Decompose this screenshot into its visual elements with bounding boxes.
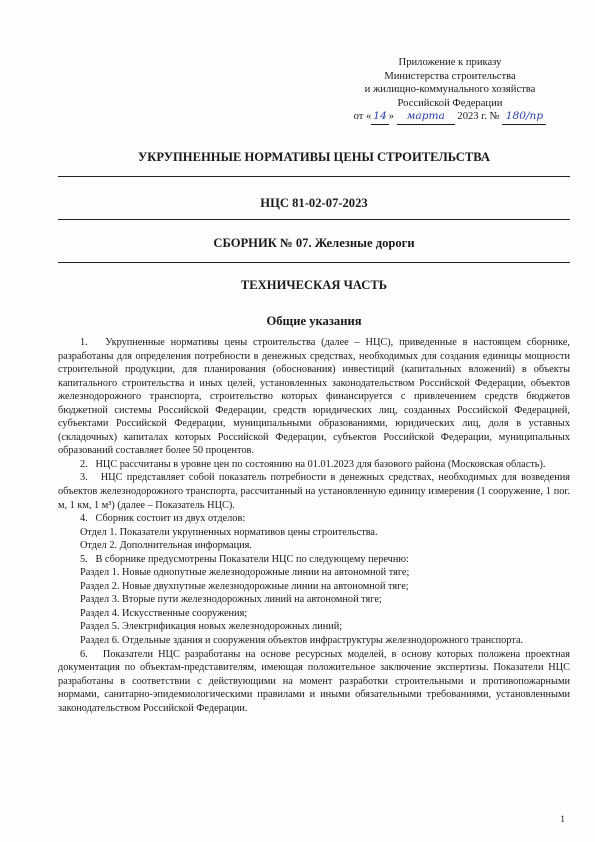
section-title: ТЕХНИЧЕСКАЯ ЧАСТЬ [240, 278, 388, 292]
paragraph: Раздел 4. Искусственные сооружения; [80, 607, 248, 619]
approval-date-line [330, 110, 570, 125]
date-year-text: 2023 г. № [457, 111, 500, 123]
subsection-title: Общие указания [266, 314, 362, 328]
paragraph: 3. НЦС представляет собой показатель потребности в денежных средствах, необходимых для возведения объектов железнодорожного транспорта, рассчитанный на установленную единицу измерения (1 сооружение, 1 пог. м, 1 км, 1 м³) (далее – Показатель НЦС). [58, 472, 570, 511]
handwritten-day: 14 [371, 110, 388, 125]
paragraph: 2. НЦС рассчитаны в уровне цен по состоянию на 01.01.2023 для базового района (Московская область). [80, 458, 546, 470]
approval-line-1: Приложение к приказу [398, 57, 502, 68]
approval-line-4: Российской Федерации [397, 97, 503, 109]
paragraph: Раздел 5. Электрификация новых железнодорожных линий; [80, 621, 343, 633]
page-number: 1 [560, 815, 565, 825]
collection-title: СБОРНИК № 07. Железные дороги [213, 236, 415, 250]
approval-block [330, 56, 570, 125]
date-prefix: от « [353, 111, 372, 123]
paragraph: Раздел 1. Новые однопутные железнодорожные линии на автономной тяге; [80, 567, 410, 579]
approval-line-3: и жилищно-коммунального хозяйства [364, 84, 536, 96]
divider-line [58, 176, 570, 177]
paragraph: 5. В сборнике предусмотрены Показатели НЦС по следующему перечню: [80, 553, 409, 565]
paragraph: Раздел 6. Отдельные здания и сооружения объектов инфраструктуры железнодорожного транспорта. [80, 635, 524, 647]
divider-line [58, 219, 570, 220]
document-code: НЦС 81-02-07-2023 [260, 196, 368, 210]
paragraph: Раздел 3. Вторые пути железнодорожных линий на автономной тяге; [80, 594, 382, 606]
handwritten-order-number: 180/пр [502, 110, 546, 125]
paragraph: Отдел 1. Показатели укрупненных нормативов цены строительства. [80, 526, 378, 538]
document-main-title: УКРУПНЕННЫЕ НОРМАТИВЫ ЦЕНЫ СТРОИТЕЛЬСТВА [138, 150, 490, 164]
paragraph: 4. Сборник состоит из двух отделов: [80, 513, 246, 525]
paragraph: 1. Укрупненные нормативы цены строительства (далее – НЦС), приведенные в настоящем сборнике, разработаны для определения потребности в денежных средствах, необходимых для создания единицы мощности строительной продукции, для планирования (обоснования) инвестиций (капитальных вложений) в объекты капитального строительства и иных целей, установленных законодательством Российской Федерации, объектов железнодорожного транспорта, строительство которых финансируется с привлечением средств бюджетов бюджетной системы Российской Федерации, средств юридических лиц, созданных Российской Федерацией, субъектами Российской Федерации, муниципальными образованиями, юридических лиц, доля в уставных (складочных) капиталах которых Российской Федерации, субъектов Российской Федерации, муниципальных образований составляет более 50 процентов. [58, 337, 570, 457]
paragraph: Раздел 2. Новые двухпутные железнодорожные линии на автономной тяге; [80, 580, 409, 592]
divider-line [58, 262, 570, 263]
approval-line-2: Министерства строительства [384, 70, 516, 82]
date-mid: » [388, 111, 395, 123]
body-text [58, 336, 570, 715]
handwritten-month: марта [397, 110, 455, 125]
paragraph: 6. Показатели НЦС разработаны на основе ресурсных моделей, в основу которых положена проектная документация по объектам-представителям, имеющая положительное заключение экспертизы. Показатели НЦС разработаны в соответствии с действующими на момент разработки строительными и противопожарными нормами, санитарно-эпидемиологическими правилами и иными обязательными требованиями, установленными законодательством Российской Федерации. [58, 648, 570, 714]
paragraph: Отдел 2. Дополнительная информация. [80, 540, 252, 552]
